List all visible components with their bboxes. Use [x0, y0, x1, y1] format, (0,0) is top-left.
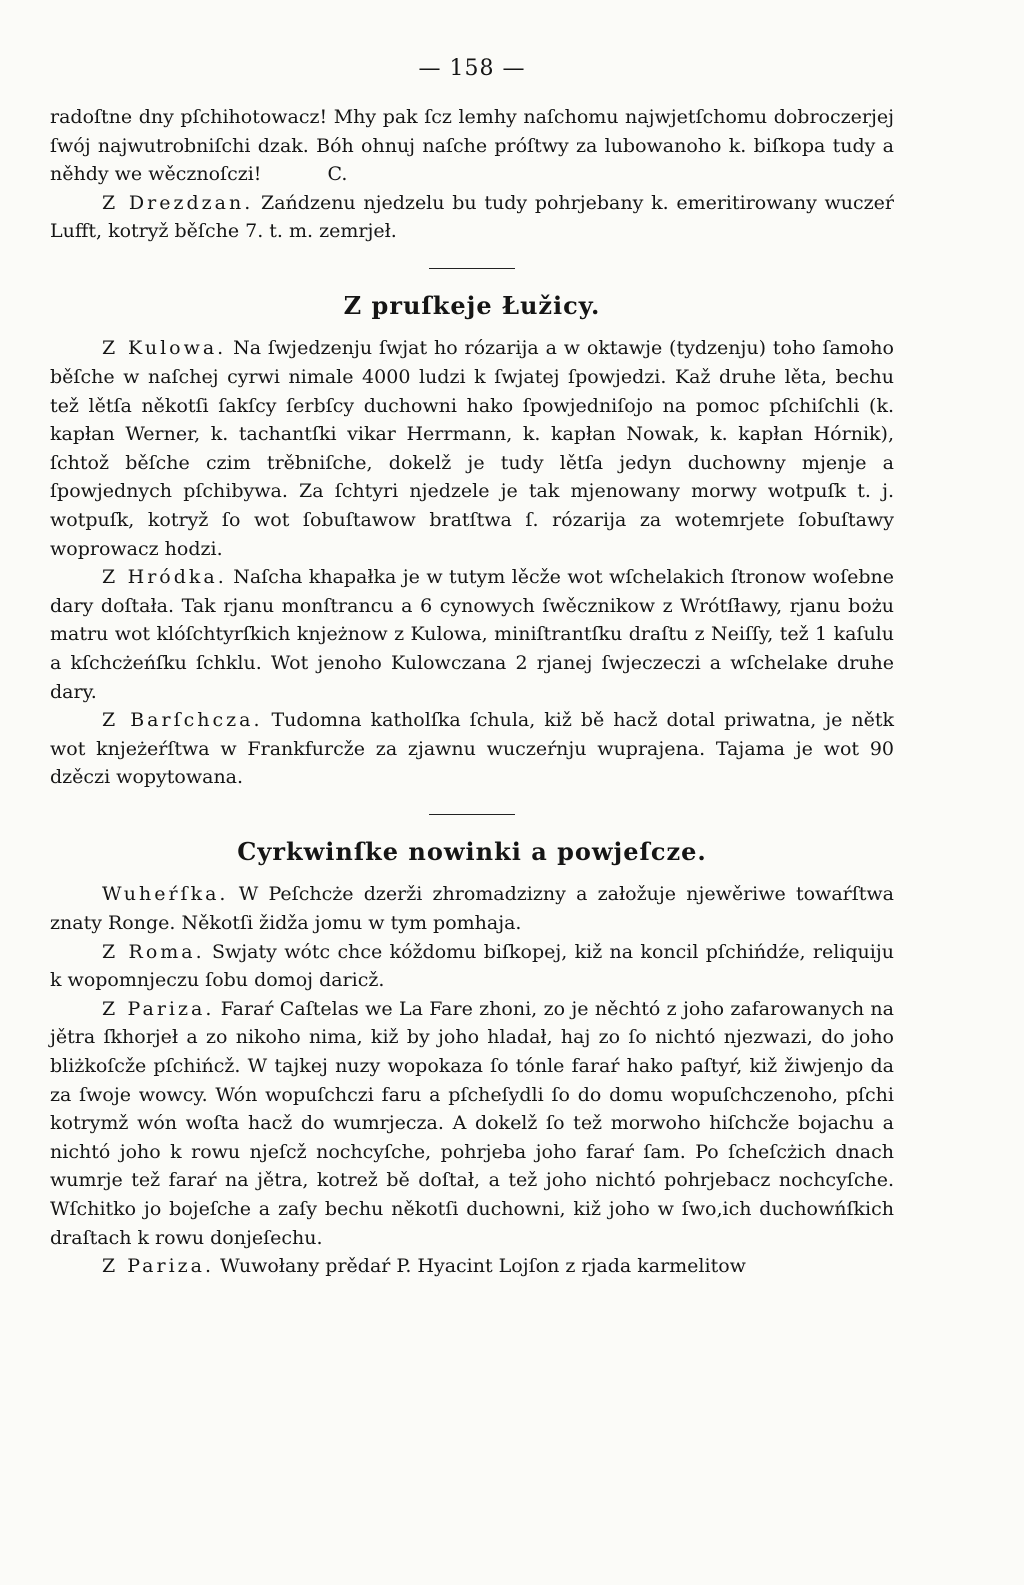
page-number: — 158 — [418, 56, 526, 81]
news-item-pariz-2 [50, 1252, 894, 1281]
section-divider [429, 814, 515, 816]
news-item-roma [50, 938, 894, 995]
news-item-pariz-1 [50, 995, 894, 1252]
news-text: Naſcha khapałka je w tutym lěcže wot wſchelakich ſtronow woſebne dary doſtała. Tak rjanu monſtrancu a 6 cynowych ſwěcznikow z Wrótſławy, rjanu bożu matru wot klóſchtyrſkich knjeżnow z Kulowa, miniſtrantſku draſtu z Neiſſy, tež 1 kaſulu a kſchcżeńſku ſchklu. Wot jenoho Kulowczana 2 rjanej ſwjeczeczi a wſchelake druhe dary. [50, 566, 894, 703]
news-item-hrodk [50, 563, 894, 706]
signature: C. [327, 163, 348, 186]
paragraph-continued [50, 103, 894, 189]
place-name: Z Drezdzan. [102, 191, 254, 214]
news-item-kulow [50, 334, 894, 563]
news-text: Zańdzenu njedzelu bu tudy pohrjebany k. emeritirowany wuczeŕ Lufft, kotryž běſche 7. t. m. zemrjeł. [50, 191, 895, 243]
news-text: Faraŕ Caſtelas we La Fare zhoni, zo je něchtó z joho zafarowanych na jětra ſkhorjeł a zo nikoho nima, kiž by joho hladał, haj zo ſo nichtó njezwazi, do joho bliżkoſcže pſchińcž. W tajkej nuzy wopokaza ſo tónle faraŕ hako paſtyŕ, kiž žiwjenjo da za ſwoje wowcy. Wón wopuſchczi faru a pſcheſydli ſo do domu wopuſchczenoho, pſchi kotrymž wón woſta hacž do wumrjecza. A dokelž ſo tež morwoho hiſchcže bojachu a nichtó joho k rowu njeſcž nochcyſche, pohrjeba joho faraŕ ſam. Po ſcheſcżich dnach wumrje tež faraŕ na jětra, kotrež bě doſtał, a tež joho nichtó pohrjebacz nochcyſche. Wſchitko jo bojeſche a zaſy bechu někotſi duchowni, kiž joho w ſwo‚ich duchowńſkich draſtach k rowu donjeſechu. [50, 997, 894, 1249]
place-name: Z Hródka. [102, 566, 227, 589]
place-name: Z Kulowa. [102, 337, 227, 360]
section-divider [429, 268, 515, 270]
news-text: Na ſwjedzenju ſwjat ho rózarija a w oktawje (tydzenju) toho ſamoho běſche w naſchej cyrwi nimale 4000 ludzi k ſwjatej ſpowjedzi. Kaž druhe lěta, bechu tež lětſa někotſi ſakſcy ſerbſcy duchowni hako ſpowjedniſojo na pomoc pſchiſchli (k. kapłan Werner, k. tachantſki vikar Herrmann, k. kapłan Nowak, k. kapłan Hórnik), ſchtož běſche czim trěbniſche, dokelž je tudy lětſa jedyn duchowny mjenje a ſpowjednych pſchibywa. Za ſchtyri njedzele je tak mjenowany morwy wotpuſk t. j. wotpuſk, kotryž ſo wot ſobuſtawow bratſtwa ſ. rózarija za wotemrjete ſobuſtawy woprowacz hodzi. [50, 337, 894, 560]
place-name: Z Barſchcza. [102, 709, 263, 732]
section-heading-pruska-luzica: Z pruſkeje Łužicy. [343, 291, 601, 321]
place-name: Z Roma. [102, 940, 205, 963]
place-name: Z Pariza. [102, 1255, 215, 1278]
news-item-drezdzan [50, 189, 894, 246]
news-text: W Peſchcże dzerži zhromadzizny a załožuje njewěriwe towaŕſtwa znaty Ronge. Někotſi židža jomu w tym pomhaja. [50, 883, 894, 935]
news-text: Swjaty wótc chce kóždomu biſkopej, kiž na koncil pſchińdźe, reliquiju k wopomnjeczu ſobu domoj daricž. [50, 940, 895, 992]
news-text: Tudomna katholſka ſchula, kiž bě hacž dotal priwatna, je nětk wot knjeżeŕſtwa w Frankfurcže za zjawnu wuczeŕnju wuprajena. Tajama je wot 90 dzěczi wopytowana. [50, 709, 894, 789]
news-text: Wuwołany prědaŕ P. Hyacint Lojſon z rjada karmelitow [220, 1255, 746, 1278]
place-name: Z Pariza. [102, 997, 215, 1020]
place-name: Wuheŕſka. [102, 883, 229, 906]
news-item-wuherska [50, 880, 894, 937]
paragraph-text: radoſtne dny pſchihotowacz! Mhy pak ſcz lemhy naſchomu najwjetſchomu dobroczerjej ſwój najwutrobniſchi dzak. Bóh ohnuj naſche próſtwy za lubowanoho k. biſkopa tudy a něhdy we wěcznoſczi! [50, 106, 894, 186]
section-heading-church-news: Cyrkwinſke nowinki a powjeſcze. [237, 837, 707, 867]
news-item-barsc [50, 706, 894, 792]
